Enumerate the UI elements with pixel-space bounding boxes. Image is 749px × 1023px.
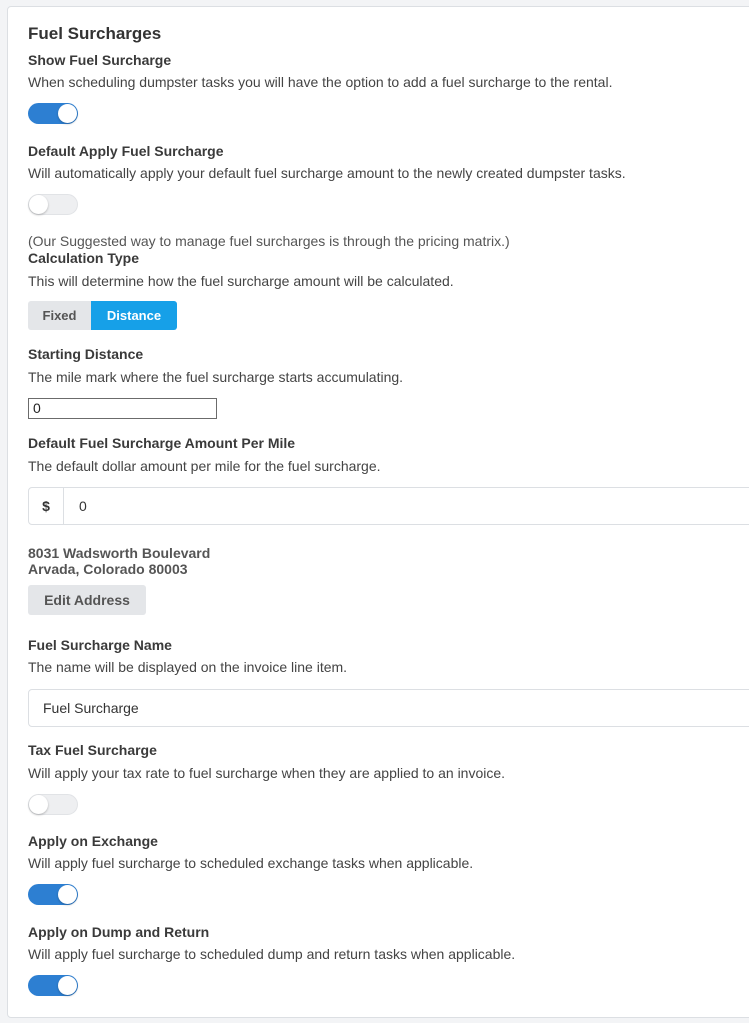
toggle-knob (58, 976, 77, 995)
edit-address-button[interactable]: Edit Address (28, 585, 146, 615)
apply-on-dump-return-toggle[interactable] (28, 975, 78, 996)
starting-distance-input[interactable]: 0 (28, 398, 217, 419)
dollar-prefix: $ (29, 488, 64, 524)
amount-per-mile-description: The default dollar amount per mile for the fuel surcharge. (28, 458, 381, 474)
apply-on-exchange-toggle[interactable] (28, 884, 78, 905)
default-apply-description: Will automatically apply your default fuel surcharge amount to the newly created dumpster tasks. (28, 165, 626, 181)
calculation-type-label: Calculation Type (28, 250, 139, 266)
address-line2: Arvada, Colorado 80003 (28, 561, 188, 577)
surcharge-name-description: The name will be displayed on the invoice line item. (28, 659, 348, 675)
calculation-type-description: This will determine how the fuel surcharge amount will be calculated. (28, 273, 454, 289)
surcharge-name-label: Fuel Surcharge Name (28, 637, 172, 653)
surcharge-name-input[interactable]: Fuel Surcharge (28, 689, 749, 727)
show-fuel-surcharge-toggle[interactable] (28, 103, 78, 124)
calculation-type-fixed-option[interactable]: Fixed (28, 301, 91, 330)
amount-per-mile-input[interactable]: 0 (79, 498, 87, 514)
section-title: Fuel Surcharges (28, 24, 162, 43)
calculation-type-selector (28, 301, 177, 330)
apply-on-exchange-description: Will apply fuel surcharge to scheduled exchange tasks when applicable. (28, 855, 474, 871)
tax-fuel-surcharge-description: Will apply your tax rate to fuel surcharge when they are applied to an invoice. (28, 765, 506, 781)
apply-on-dump-return-description: Will apply fuel surcharge to scheduled dump and return tasks when applicable. (28, 946, 516, 962)
starting-distance-label: Starting Distance (28, 346, 144, 362)
address-line1: 8031 Wadsworth Boulevard (28, 545, 211, 561)
amount-per-mile-input-group (28, 487, 749, 525)
default-apply-toggle[interactable] (28, 194, 78, 215)
tax-fuel-surcharge-label: Tax Fuel Surcharge (28, 742, 157, 758)
fuel-surcharges-card (7, 6, 749, 1018)
show-fuel-surcharge-label: Show Fuel Surcharge (28, 52, 172, 68)
toggle-knob (58, 104, 77, 123)
calculation-type-distance-option[interactable]: Distance (91, 301, 177, 330)
tax-fuel-surcharge-toggle[interactable] (28, 794, 78, 815)
show-fuel-surcharge-description: When scheduling dumpster tasks you will have the option to add a fuel surcharge to the rental. (28, 74, 613, 90)
address-block (28, 545, 210, 577)
toggle-knob (29, 195, 48, 214)
suggestion-note: (Our Suggested way to manage fuel surcharges is through the pricing matrix.) (28, 233, 510, 249)
default-apply-label: Default Apply Fuel Surcharge (28, 143, 224, 159)
amount-per-mile-label: Default Fuel Surcharge Amount Per Mile (28, 435, 296, 451)
toggle-knob (29, 795, 48, 814)
toggle-knob (58, 885, 77, 904)
apply-on-dump-return-label: Apply on Dump and Return (28, 924, 210, 940)
apply-on-exchange-label: Apply on Exchange (28, 833, 158, 849)
starting-distance-description: The mile mark where the fuel surcharge starts accumulating. (28, 369, 404, 385)
